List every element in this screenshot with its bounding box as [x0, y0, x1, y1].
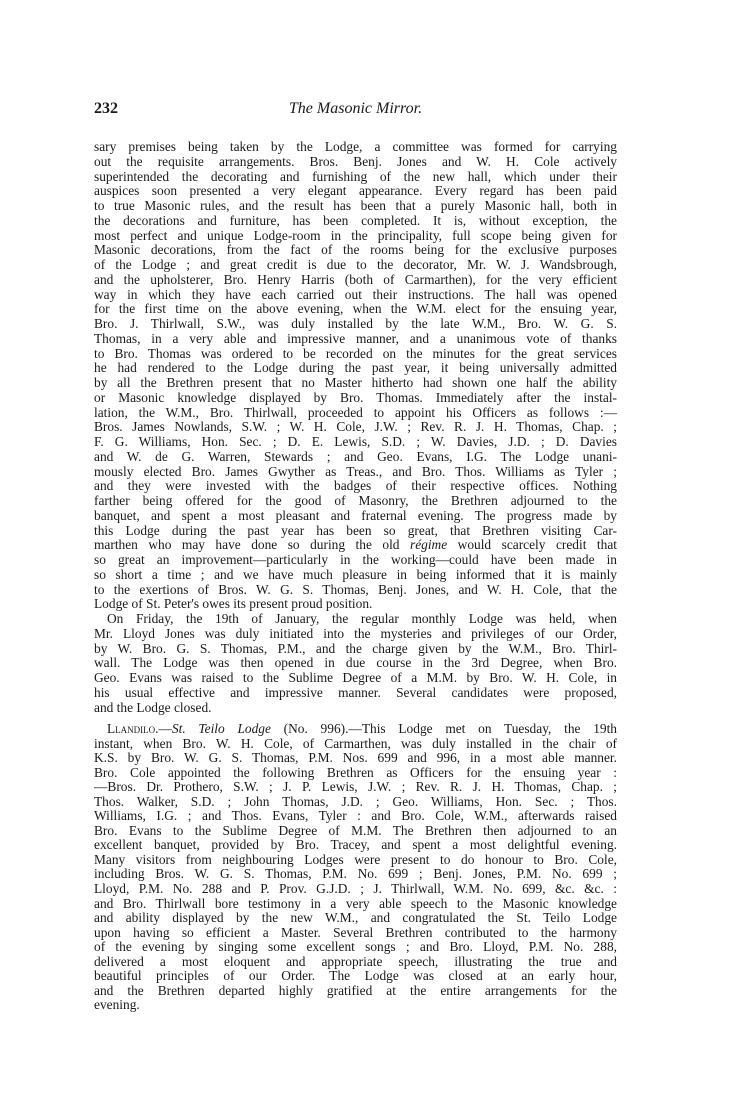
- article-section-llandilo: [94, 722, 617, 1013]
- text-line: the decorations and furniture, has been completed. It is, without exception, the: [94, 212, 617, 228]
- text-line: —Bros. Dr. Prothero, S.W. ; J. P. Lewis, J.W. ; Rev. R. J. H. Thomas, Chap. ;: [94, 779, 617, 795]
- text-line: Thomas, in a very able and impressive manner, and a unanimous vote of thanks: [94, 330, 617, 346]
- text-line: so great an improvement—particularly in the working—could have been made in: [94, 552, 617, 567]
- text-line: delivered a most eloquent and appropriate speech, illustrating the true and: [94, 953, 617, 969]
- italic-word: régime: [409, 537, 448, 553]
- text-line: of the Lodge ; and great credit is due to the decorator, Mr. W. J. Wandsbrough,: [94, 257, 617, 272]
- text-line: Bro. Evans to the Sublime Degree of M.M. The Brethren then adjourned to an: [94, 822, 617, 838]
- page-header: [94, 100, 617, 122]
- text-line: evening.: [94, 997, 140, 1013]
- opening-line-text: (No. 996).—This Lodge met on Tuesday, the 19th: [270, 721, 617, 736]
- text-line: and W. de G. Warren, Stewards ; and Geo. Evans, I.G. The Lodge unani-: [94, 448, 617, 464]
- text-line: beautiful principles of our Order. The Lodge was closed at an early hour,: [94, 968, 617, 984]
- text-line: so short a time ; and we have much pleasure in being informed that it is mainly: [94, 566, 617, 582]
- text-line: farther being offered for the good of Masonry, the Brethren adjourned to the: [94, 493, 617, 508]
- text-line: including Bros. W. G. S. Thomas, P.M. No. 699 ; Benj. Jones, P.M. No. 699 ;: [94, 866, 617, 882]
- text-line: for the first time on the above evening, when the W.M. elect for the ensuing year,: [94, 301, 617, 317]
- text-line: sary premises being taken by the Lodge, a committee was formed for carrying: [94, 139, 617, 154]
- text-line: out the requisite arrangements. Bros. Benj. Jones and W. H. Cole actively: [94, 153, 617, 169]
- lodge-name: St. Teilo Lodge: [171, 721, 271, 736]
- text-line: Mr. Lloyd Jones was duly initiated into the mysteries and privileges of our Order,: [94, 625, 617, 641]
- text-line: to Bro. Thomas was ordered to be recorded on the minutes for the great services: [94, 345, 617, 361]
- text-line: lation, the W.M., Bro. Thirlwall, proceeded to appoint his Officers as follows :—: [94, 404, 617, 420]
- text-line: and the Brethren departed highly gratified at the entire arrangements for the: [94, 982, 617, 998]
- text-line: most perfect and unique Lodge-room in the principality, full scope being given for: [94, 227, 617, 243]
- text-line: mously elected Bro. James Gwyther as Treas., and Bro. Thos. Williams as Tyler ;: [94, 463, 617, 479]
- text-line: of the evening by singing some excellent songs ; and Bro. Lloyd, P.M. No. 288,: [94, 939, 617, 955]
- heading-dash: —: [158, 721, 172, 736]
- text-line: and the Lodge closed.: [94, 699, 212, 715]
- text-line: Lloyd, P.M. No. 288 and P. Prov. G.J.D. ; J. Thirlwall, W.M. No. 699, &c. &c. :: [94, 881, 617, 897]
- place-heading: Llandilo.: [107, 721, 159, 736]
- text-line: Many visitors from neighbouring Lodges were present to do honour to Bro. Cole,: [94, 851, 617, 867]
- text-line: to true Masonic rules, and the result has been that a purely Masonic hall, both in: [94, 198, 617, 213]
- running-title: The Masonic Mirror.: [288, 100, 423, 117]
- text-line: his usual effective and impressive manner. Several candidates were proposed,: [94, 684, 617, 700]
- text-line: and the upholsterer, Bro. Henry Harris (both of Carmarthen), for the very efficient: [94, 271, 617, 287]
- text-line: K.S. by Bro. W. G. S. Thomas, P.M. Nos. 699 and 996, in a most able manner.: [94, 750, 617, 766]
- text-line: and they were invested with the badges of their respective offices. Nothing: [94, 478, 617, 494]
- text-line: Lodge of St. Peter's owes its present proud position.: [94, 596, 373, 612]
- text-line: excellent banquet, provided by Bro. Tracey, and spent a most delightful evening.: [94, 837, 617, 853]
- text-line: Thos. Walker, S.D. ; John Thomas, J.D. ; Geo. Williams, Hon. Sec. ; Thos.: [94, 793, 617, 809]
- text-line: by all the Brethren present that no Master hitherto had shown one half the ability: [94, 375, 617, 390]
- text-line: On Friday, the 19th of January, the regular monthly Lodge was held, when: [107, 611, 617, 626]
- section-opening-line: [94, 722, 617, 737]
- text-line: wall. The Lodge was then opened in due course in the 3rd Degree, when Bro.: [94, 655, 617, 671]
- text-line: and ability displayed by the new W.M., and congratulated the St. Teilo Lodge: [94, 910, 617, 926]
- text-line: auspices soon presented a very elegant appearance. Every regard has been paid: [94, 183, 617, 199]
- text-line: Bro. Cole appointed the following Brethren as Officers for the ensuing year :: [94, 764, 617, 780]
- text-line: instant, when Bro. W. H. Cole, of Carmarthen, was duly installed in the chair of: [94, 735, 617, 751]
- text-line: Williams, I.G. ; and Thos. Evans, Tyler : and Bro. Cole, W.M., afterwards raised: [94, 808, 617, 824]
- text-line: Bros. James Nowlands, S.W. ; W. H. Cole, J.W. ; Rev. R. J. H. Thomas, Chap. ;: [94, 419, 617, 435]
- text-line: superintended the decorating and furnishing of the new hall, which under their: [94, 168, 617, 184]
- text-line: banquet, and spent a most pleasant and fraternal evening. The progress made by: [94, 507, 617, 523]
- text-line: to the exertions of Bros. W. G. S. Thomas, Benj. Jones, and W. H. Cole, that the: [94, 581, 617, 597]
- text-line: and Bro. Thirlwall bore testimony in a very able speech to the Masonic knowledge: [94, 895, 617, 911]
- text-line: way in which they have each carried out their instructions. The hall was opened: [94, 286, 617, 302]
- text-line: Geo. Evans was raised to the Sublime Degree of a M.M. by Bro. W. H. Cole, in: [94, 670, 617, 685]
- text-line: by W. Bro. G. S. Thomas, P.M., and the charge given by the W.M., Bro. Thirl-: [94, 640, 617, 656]
- text-line: he had rendered to the Lodge during the past year, it being universally admitted: [94, 360, 617, 376]
- text-line: Bro. J. Thirlwall, S.W., was duly installed by the late W.M., Bro. W. G. S.: [94, 316, 617, 331]
- page-number: 232: [94, 100, 118, 117]
- text-line: upon having so efficient a Master. Several Brethren contributed to the harmony: [94, 924, 617, 940]
- article-section-st-peters: [94, 140, 617, 715]
- text-line: F. G. Williams, Hon. Sec. ; D. E. Lewis, S.D. ; W. Davies, J.D. ; D. Davies: [94, 434, 617, 449]
- text-line: this Lodge during the past year has been so great, that Brethren visiting Car-: [94, 522, 617, 538]
- text-line: marthen who may have done so during the old régime would scarcely credit that: [94, 537, 617, 553]
- text-line: Masonic decorations, from the fact of the rooms being for the exclusive purposes: [94, 242, 617, 258]
- text-line: or Masonic knowledge displayed by Bro. Thomas. Immediately after the instal-: [94, 389, 617, 405]
